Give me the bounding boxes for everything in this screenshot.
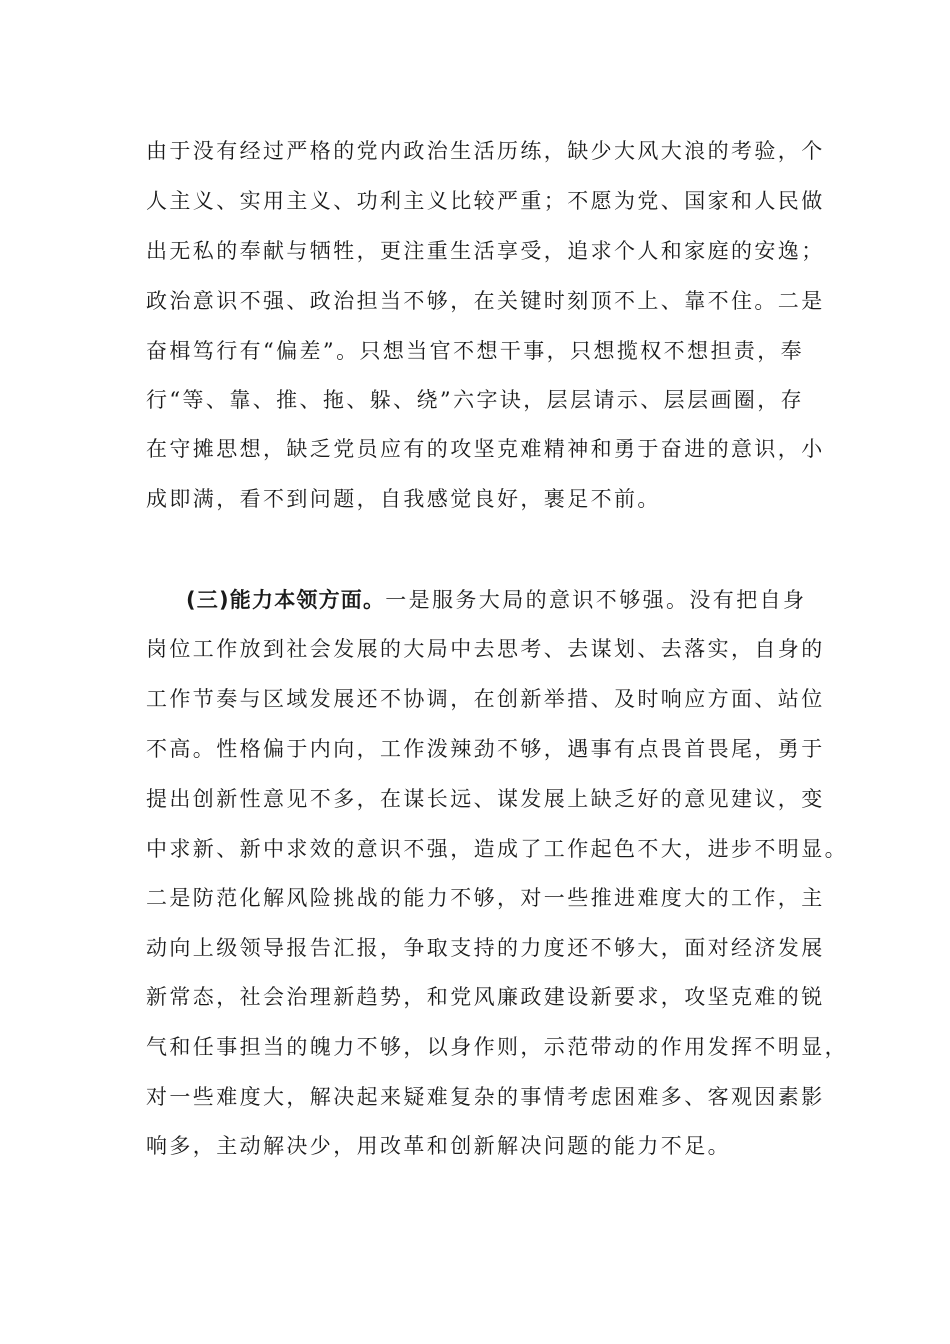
text-line: 气和任事担当的魄力不够，以身作则，示范带动的作用发挥不明显， <box>146 1035 848 1059</box>
text-line: 中求新、新中求效的意识不强，造成了工作起色不大，进步不明显。 <box>146 837 848 861</box>
text-line: 动向上级领导报告汇报，争取支持的力度还不够大，面对经济发展 <box>146 936 825 960</box>
text-line: 行“等、靠、推、拖、躲、绕”六字诀，层层请示、层层画圈，存 <box>146 388 805 412</box>
text-line: 新常态，社会治理新趋势，和党风廉政建设新要求，攻坚克难的锐 <box>146 985 825 1009</box>
text-line: 不高。性格偏于内向，工作泼辣劲不够，遇事有点畏首畏尾，勇于 <box>146 737 825 761</box>
text-line: 二是防范化解风险挑战的能力不够，对一些推进难度大的工作，主 <box>146 886 825 910</box>
text-line: 由于没有经过严格的党内政治生活历练，缺少大风大浪的考验，个 <box>146 139 825 163</box>
text-line: 人主义、实用主义、功利主义比较严重；不愿为党、国家和人民做 <box>146 189 825 213</box>
text-line: 岗位工作放到社会发展的大局中去思考、去谋划、去落实，自身的 <box>146 637 825 661</box>
text-line: 工作节奏与区域发展还不协调，在创新举措、及时响应方面、站位 <box>146 687 825 711</box>
heading-line-rest: 一是服务大局的意识不够强。没有把自身 <box>385 588 807 612</box>
text-line-first <box>186 575 836 625</box>
text-line: 政治意识不强、政治担当不够，在关键时刻顶不上、靠不住。二是 <box>146 289 825 313</box>
text-line: 奋楫笃行有“偏差”。只想当官不想干事，只想揽权不想担责，奉 <box>146 339 805 363</box>
text-line: 对一些难度大，解决起来疑难复杂的事情考虑困难多、客观因素影 <box>146 1085 825 1109</box>
text-line: 出无私的奉献与牺牲，更注重生活享受，追求个人和家庭的安逸； <box>146 239 825 263</box>
text-line: 提出创新性意见不多，在谋长远、谋发展上缺乏好的意见建议，变 <box>146 787 825 811</box>
section-heading: (三)能力本领方面。 <box>186 588 386 612</box>
text-line: 成即满，看不到问题，自我感觉良好，裹足不前。 <box>146 487 661 511</box>
text-line: 响多，主动解决少，用改革和创新解决问题的能力不足。 <box>146 1134 731 1158</box>
text-line: 在守摊思想，缺乏党员应有的攻坚克难精神和勇于奋进的意识，小 <box>146 437 825 461</box>
